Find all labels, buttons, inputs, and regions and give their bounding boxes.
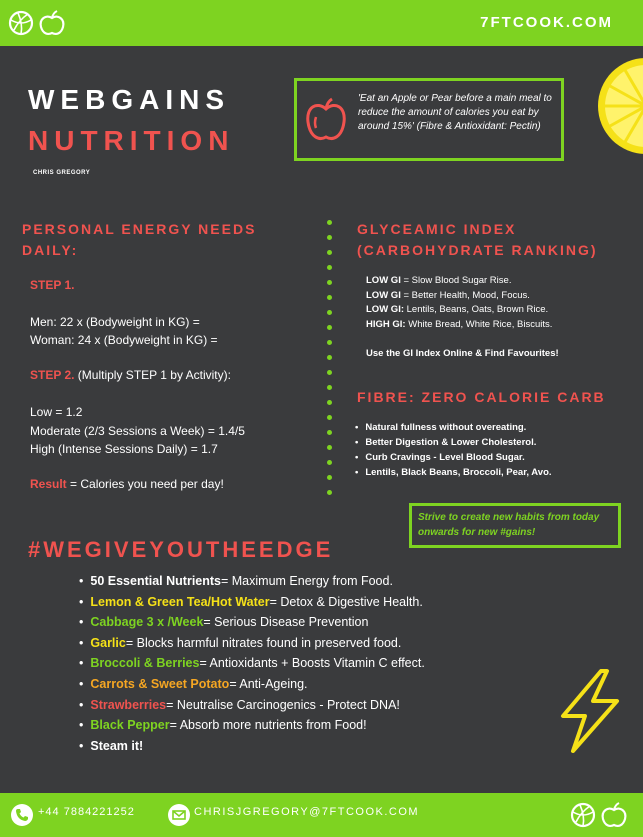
email-icon	[168, 804, 190, 826]
edge-item: • 50 Essential Nutrients= Maximum Energy from Food.	[79, 571, 425, 592]
email-address[interactable]: CHRISJGREGORY@7FTCOOK.COM	[194, 806, 420, 818]
habit-text: Strive to create new habits from today onwards for new #gains!	[418, 512, 600, 538]
woman-formula: Woman: 24 x (Bodyweight in KG) =	[30, 333, 218, 347]
activity-high: High (Intense Sessions Daily) = 1.7	[30, 442, 218, 456]
result-line: Result = Calories you need per day!	[30, 477, 224, 491]
activity-low: Low = 1.2	[30, 405, 83, 419]
bottom-banner	[0, 793, 643, 837]
gi-item: LOW GI = Better Health, Mood, Focus.	[366, 289, 530, 301]
fibre-heading: FIBRE: ZERO CALORIE CARB	[357, 389, 606, 405]
gi-cta: Use the GI Index Online & Find Favourites!	[366, 348, 559, 359]
edge-item: • Black Pepper= Absorb more nutrients from Food!	[79, 715, 425, 736]
fibre-list	[355, 420, 552, 480]
ball-apple-logo-icon	[8, 10, 68, 36]
lightning-bolt-icon	[555, 668, 625, 754]
phone-icon	[11, 804, 33, 826]
edge-item: • Carrots & Sweet Potato= Anti-Ageing.	[79, 674, 425, 695]
men-formula: Men: 22 x (Bodyweight in KG) =	[30, 315, 200, 329]
energy-heading: PERSONAL ENERGY NEEDS DAILY:	[22, 221, 257, 258]
edge-item: • Steam it!	[79, 736, 425, 757]
gi-list	[366, 274, 559, 362]
gi-item: LOW GI = Slow Blood Sugar Rise.	[366, 275, 512, 286]
gi-item: LOW GI: Lentils, Beans, Oats, Brown Rice.	[366, 304, 549, 315]
step2-line: STEP 2. (Multiply STEP 1 by Activity):	[30, 368, 231, 382]
phone-number[interactable]: +44 7884221252	[38, 806, 135, 818]
gi-item: HIGH GI: White Bread, White Rice, Biscuits.	[366, 318, 553, 330]
ball-apple-logo-icon	[570, 802, 630, 828]
edge-item: • Garlic= Blocks harmful nitrates found in preserved food.	[79, 633, 425, 654]
edge-list	[79, 571, 425, 756]
activity-moderate: Moderate (2/3 Sessions a Week) = 1.4/5	[30, 424, 245, 438]
quote-text: 'Eat an Apple or Pear before a main meal to reduce the amount of calories you eat by around 15%' (Fibre & Antioxidant: Pectin)	[358, 93, 552, 132]
dotted-divider	[327, 220, 331, 495]
site-url[interactable]: 7FTCOOK.COM	[480, 14, 613, 31]
top-banner	[0, 0, 643, 46]
gi-heading: GLYCEAMIC INDEX (CARBOHYDRATE RANKING)	[357, 221, 598, 258]
fibre-item: • Lentils, Black Beans, Broccoli, Pear, Avo.	[355, 465, 552, 480]
apple-icon	[305, 97, 347, 143]
author-name: CHRIS GREGORY	[33, 170, 91, 176]
edge-item: • Strawberries= Neutralise Carcinogenics - Protect DNA!	[79, 695, 425, 716]
edge-item: • Cabbage 3 x /Week= Serious Disease Prevention	[79, 612, 425, 633]
fibre-item: • Curb Cravings - Level Blood Sugar.	[355, 450, 552, 465]
title-line-1: WEBGAINS	[28, 84, 230, 115]
lemon-slice-icon	[596, 56, 643, 156]
step1-label: STEP 1.	[30, 278, 75, 292]
fibre-item: • Better Digestion & Lower Cholesterol.	[355, 435, 552, 450]
edge-item: • Broccoli & Berries= Antioxidants + Boosts Vitamin C effect.	[79, 653, 425, 674]
edge-heading: #WEGIVEYOUTHEEDGE	[28, 537, 334, 562]
fibre-item: • Natural fullness without overeating.	[355, 420, 552, 435]
edge-item: • Lemon & Green Tea/Hot Water= Detox & Digestive Health.	[79, 592, 425, 613]
title-line-2: NUTRITION	[28, 125, 235, 156]
